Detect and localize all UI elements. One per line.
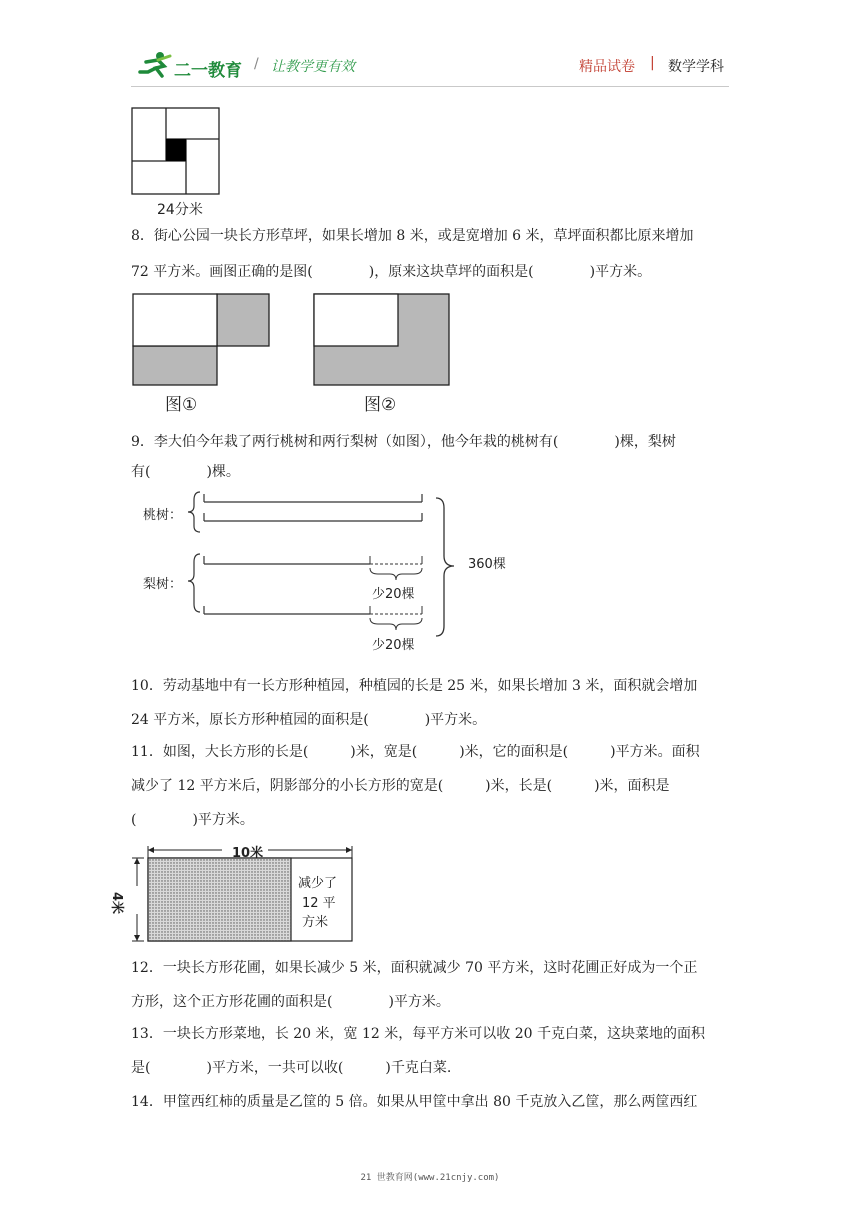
logo-text: 二一教育 [174,61,242,81]
question-8-line-1: 8．街心公园一块长方形草坪，如果长增加 8 米，或是宽增加 6 米，草坪面积都比原来增加 [131,228,694,244]
less-20-label-2: 少20棵 [372,638,415,653]
question-9-line-2: 有( )棵。 [131,464,240,480]
slogan: 让教学更有效 [271,59,355,75]
question-11-line-1: 11．如图，大长方形的长是( )米，宽是( )米，它的面积是( )平方米。面积 [131,744,700,760]
question-13-line-2: 是( )平方米，一共可以收( )千克白菜. [131,1060,452,1076]
question-8-line-2: 72 平方米。画图正确的是图( )，原来这块草坪的面积是( )平方米。 [131,264,652,280]
question-11-line-2: 减少了 12 平方米后，阴影部分的小长方形的宽是( )米，长是( )米，面积是 [131,778,670,794]
header-label-premium: 精品试卷 [579,59,635,75]
fig-top-caption: 24分米 [157,202,203,218]
runner-logo-icon [136,50,174,80]
square-figure [130,106,222,196]
total-brace [432,496,462,638]
figure-2-label: 图② [364,395,397,415]
total-trees: 360棵 [468,557,506,572]
peach-label: 桃树： [143,508,183,523]
less-20-label-1: 少20棵 [372,587,415,602]
header-rule [131,86,729,87]
header-divider: | [650,55,655,71]
reduce-label-3: 方米 [302,915,329,930]
pear-label: 梨树： [143,577,183,592]
figure-2 [312,292,452,388]
reduce-label-2: 12 平 [302,896,336,911]
question-10-line-1: 10．劳动基地中有一长方形种植园，种植园的长是 25 米，如果长增加 3 米，面积就会增加 [131,678,698,694]
reduce-label-1: 减少了 [298,876,338,891]
question-13-line-1: 13．一块长方形菜地，长 20 米，宽 12 米，每平方米可以收 20 千克白菜，这块菜地的面积 [131,1026,705,1042]
slogan-divider: / [254,56,259,72]
question-11-line-3: ( )平方米。 [131,812,254,828]
footer-text: 21 世教育网(www.21cnjy.com) [360,1173,500,1183]
left-dimension-label: 4米 [109,892,124,915]
question-14-line-1: 14．甲筐西红柿的质量是乙筐的 5 倍。如果从甲筐中拿出 80 千克放入乙筐，那么两筐西红 [131,1094,698,1110]
header-label-subject: 数学学科 [668,59,724,75]
question-9-line-1: 9．李大伯今年栽了两行桃树和两行梨树（如图），他今年栽的桃树有( )棵，梨树 [131,434,676,450]
question-12-line-2: 方形，这个正方形花圃的面积是( )平方米。 [131,994,450,1010]
question-10-line-2: 24 平方米，原长方形种植园的面积是( )平方米。 [131,712,487,728]
tree-diagram [140,488,440,658]
question-12-line-1: 12．一块长方形花圃，如果长减少 5 米，面积就减少 70 平方米，这时花圃正好成为一个正 [131,960,698,976]
figure-1 [131,292,273,388]
figure-1-label: 图① [165,395,198,415]
top-dimension-label: 10米 [232,846,264,861]
